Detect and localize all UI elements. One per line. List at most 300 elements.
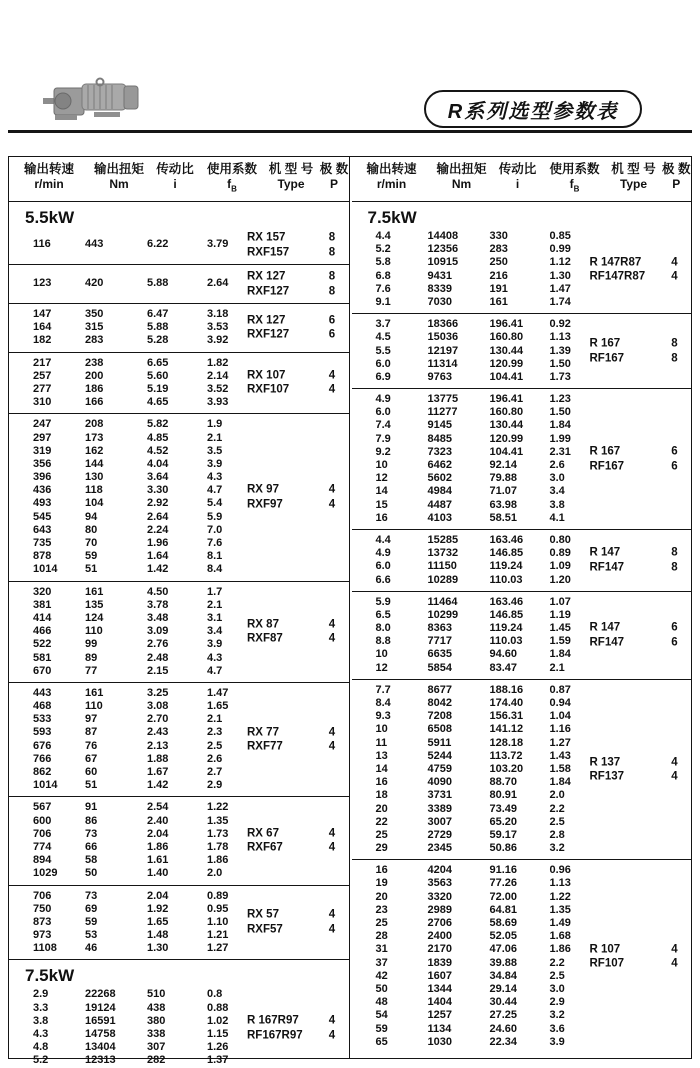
type-line [590, 942, 684, 957]
cell-service-factor: 3.2 [549, 1009, 565, 1022]
pole-count: 6 [671, 636, 678, 649]
type-name: RXF97 [247, 498, 283, 511]
cell-torque: 22268 [85, 988, 116, 1001]
table-row [33, 1054, 349, 1067]
cell-ratio: 130.44 [489, 344, 524, 357]
cell-torque: 7717 [427, 635, 452, 648]
cell-ratio: 24.60 [489, 1022, 518, 1035]
type-name: RF137 [589, 770, 625, 783]
group-body [352, 230, 692, 309]
table-row [376, 816, 692, 829]
type-line [590, 459, 684, 474]
table-row [33, 396, 349, 409]
type-name: RX 127 [247, 270, 286, 283]
cell-speed: 6.9 [375, 370, 391, 383]
type-line [247, 826, 341, 841]
cell-torque: 80 [85, 523, 98, 536]
table-row [376, 1036, 692, 1049]
type-line [247, 270, 341, 285]
cell-service-factor: 3.53 [207, 321, 229, 334]
table-row [376, 499, 692, 512]
cell-service-factor: 1.58 [549, 762, 571, 775]
header-speed: 输出转速 r/min [366, 161, 417, 191]
cell-ratio: 6.47 [147, 308, 169, 320]
cell-ratio: 80.91 [489, 789, 518, 802]
cell-service-factor: 1.84 [549, 776, 571, 789]
cell-torque: 4487 [427, 498, 452, 511]
cell-speed: 545 [33, 510, 52, 523]
type-block [247, 483, 341, 512]
table-row [33, 801, 349, 814]
cell-ratio: 283 [489, 243, 508, 256]
cell-speed: 493 [33, 497, 52, 510]
cell-ratio: 130.44 [489, 419, 524, 432]
cell-service-factor: 0.92 [549, 318, 571, 331]
type-line [247, 922, 341, 937]
cell-service-factor: 2.9 [207, 779, 223, 792]
header-right [352, 157, 692, 202]
cell-ratio: 5.28 [147, 334, 169, 347]
cell-torque: 66 [85, 840, 98, 853]
pole-count: 4 [671, 957, 678, 970]
cell-service-factor: 1.84 [549, 419, 571, 432]
cell-speed: 7.4 [375, 419, 391, 432]
cell-service-factor: 0.80 [549, 533, 571, 546]
cell-speed: 12 [375, 472, 388, 485]
cell-speed: 5.2 [375, 243, 391, 256]
cell-ratio: 2.43 [147, 726, 169, 739]
cell-service-factor: 1.50 [549, 406, 571, 419]
cell-torque: 2706 [427, 917, 452, 929]
table-row [376, 996, 692, 1009]
cell-torque: 70 [85, 537, 98, 549]
cell-torque: 73 [85, 827, 98, 840]
cell-speed: 381 [33, 598, 52, 611]
pole-count: 4 [671, 770, 678, 783]
type-block [247, 313, 341, 342]
type-block [590, 337, 684, 366]
group-body [352, 684, 692, 855]
type-line [247, 368, 341, 383]
cell-ratio: 380 [147, 1014, 166, 1027]
cell-service-factor: 2.1 [549, 661, 565, 674]
pole-count: 4 [671, 270, 678, 283]
cell-ratio: 146.85 [489, 608, 524, 621]
pole-count: 4 [328, 726, 336, 739]
cell-service-factor: 7.0 [207, 523, 223, 536]
cell-torque: 46 [85, 942, 98, 955]
type-line [247, 383, 341, 398]
cell-service-factor: 5.4 [207, 497, 223, 510]
pole-count: 4 [328, 383, 336, 396]
cell-torque: 3007 [427, 815, 452, 828]
cell-torque: 1344 [427, 982, 452, 995]
cell-ratio: 196.41 [489, 393, 524, 406]
cell-torque: 443 [85, 238, 104, 251]
table-row [376, 904, 692, 917]
type-line [247, 483, 341, 498]
cell-service-factor: 1.26 [207, 1041, 229, 1054]
table-row [376, 283, 692, 296]
cell-speed: 522 [33, 638, 52, 651]
table-row [33, 766, 349, 779]
type-name: RF167 [589, 460, 625, 472]
cell-service-factor: 3.93 [207, 396, 229, 409]
type-block [247, 368, 341, 397]
cell-ratio: 103.20 [489, 762, 524, 775]
pole-count: 4 [328, 369, 336, 382]
type-block [247, 231, 341, 260]
cell-ratio: 120.99 [489, 357, 524, 370]
cell-ratio: 1.42 [147, 563, 169, 576]
cell-speed: 468 [33, 700, 52, 713]
cell-speed: 12 [375, 661, 388, 674]
cell-service-factor: 1.13 [549, 331, 571, 344]
cell-speed: 20 [375, 802, 388, 815]
cell-speed: 16 [375, 776, 388, 789]
header-torque: 输出扭矩 Nm [436, 161, 487, 191]
pole-count: 6 [671, 445, 678, 458]
type-block [247, 617, 341, 646]
cell-service-factor: 1.7 [207, 585, 223, 598]
cell-ratio: 88.70 [489, 776, 518, 789]
table-row [33, 942, 349, 955]
power-label: 5.5kW [25, 208, 75, 227]
groups-left [9, 202, 349, 1068]
table-row [376, 574, 692, 587]
cell-speed: 11 [375, 736, 388, 749]
type-line [247, 725, 341, 740]
type-line [247, 1014, 341, 1029]
table-row [376, 648, 692, 661]
cell-ratio: 83.47 [489, 661, 518, 674]
cell-ratio: 1.61 [147, 854, 169, 867]
cell-service-factor: 1.39 [549, 344, 571, 357]
cell-service-factor: 8.1 [207, 550, 223, 563]
cell-speed: 9.1 [375, 295, 391, 308]
cell-torque: 1257 [427, 1009, 452, 1022]
type-line [590, 755, 684, 770]
cell-service-factor: 1.43 [549, 749, 571, 762]
pole-count: 8 [671, 352, 678, 365]
cell-service-factor: 1.10 [207, 915, 229, 928]
cell-ratio: 58.51 [489, 511, 518, 524]
type-block [590, 546, 684, 575]
cell-speed: 9.3 [375, 710, 391, 723]
cell-ratio: 64.81 [489, 903, 518, 916]
cell-ratio: 119.24 [489, 622, 523, 635]
cell-ratio: 27.25 [489, 1009, 518, 1022]
group-body [9, 687, 349, 793]
cell-speed: 16 [375, 511, 388, 524]
type-block [590, 255, 684, 284]
cell-speed: 20 [375, 890, 388, 903]
cell-service-factor: 4.3 [207, 471, 223, 484]
cell-speed: 862 [33, 766, 52, 778]
type-block [247, 826, 341, 855]
table-row [376, 318, 692, 331]
cell-ratio: 163.46 [489, 533, 524, 546]
cell-torque: 19124 [85, 1001, 116, 1014]
cell-ratio: 6.22 [147, 238, 169, 251]
type-name: RX 67 [247, 827, 279, 840]
cell-ratio: 30.44 [489, 996, 518, 1009]
table-row [376, 662, 692, 675]
cell-ratio: 1.30 [147, 942, 169, 955]
type-name: RXF77 [247, 740, 283, 753]
power-label: 7.5kW [25, 966, 75, 986]
cell-speed: 7.9 [375, 432, 391, 445]
cell-torque: 11314 [427, 357, 458, 370]
cell-service-factor: 0.96 [549, 864, 571, 877]
cell-service-factor: 1.45 [549, 622, 571, 635]
cell-service-factor: 1.9 [207, 418, 223, 431]
cell-torque: 208 [85, 418, 104, 431]
table-row [376, 1009, 692, 1022]
cell-speed: 3.3 [33, 1001, 49, 1014]
type-block [247, 270, 341, 299]
table-row [376, 684, 692, 697]
cell-ratio: 1.64 [147, 550, 169, 563]
cell-ratio: 110.03 [489, 635, 523, 648]
cell-torque: 58 [85, 854, 98, 867]
cell-torque: 13732 [427, 547, 459, 560]
cell-torque: 59 [85, 550, 98, 563]
spec-group [352, 591, 692, 679]
cell-ratio: 174.40 [489, 697, 524, 709]
gearmotor-image [42, 74, 150, 128]
table-row [376, 1023, 692, 1036]
type-name: R 147 [589, 621, 621, 634]
cell-torque: 73 [85, 889, 98, 902]
cell-speed: 973 [33, 929, 52, 942]
type-line [247, 632, 341, 647]
cell-speed: 750 [33, 902, 52, 915]
cell-service-factor: 1.35 [207, 814, 229, 827]
cell-speed: 878 [33, 550, 52, 563]
cell-torque: 12313 [85, 1054, 116, 1067]
type-name: RX 97 [247, 483, 279, 496]
type-block [247, 908, 341, 937]
cell-torque: 77 [85, 664, 98, 677]
cell-ratio: 2.64 [147, 510, 169, 523]
cell-speed: 8.8 [375, 635, 391, 648]
cell-service-factor: 7.6 [207, 537, 223, 549]
cell-torque: 420 [85, 277, 104, 290]
pole-count: 4 [328, 1014, 336, 1027]
cell-ratio: 510 [147, 988, 166, 1001]
cell-ratio: 3.09 [147, 625, 169, 638]
cell-torque: 10915 [427, 256, 459, 269]
power-label: 7.5kW [367, 208, 417, 227]
cell-torque: 7323 [427, 445, 452, 458]
cell-torque: 124 [85, 611, 104, 624]
cell-torque: 1134 [427, 1022, 452, 1035]
cell-ratio: 47.06 [489, 943, 518, 956]
pole-count: 4 [671, 256, 678, 269]
cell-torque: 283 [85, 334, 104, 347]
cell-speed: 436 [33, 484, 52, 497]
cell-torque: 110 [85, 625, 103, 638]
cell-service-factor: 1.07 [549, 595, 571, 608]
cell-torque: 2729 [427, 828, 452, 841]
table-row [33, 511, 349, 524]
cell-speed: 3.8 [33, 1014, 49, 1027]
cell-torque: 8485 [427, 432, 452, 445]
table-row [376, 983, 692, 996]
cell-speed: 5.2 [33, 1054, 49, 1067]
cell-speed: 16 [375, 864, 388, 877]
cell-service-factor: 4.1 [549, 511, 565, 524]
cell-ratio: 2.24 [147, 523, 169, 536]
cell-ratio: 59.17 [489, 828, 518, 841]
cell-service-factor: 2.3 [207, 726, 223, 739]
cell-speed: 5.8 [375, 256, 391, 269]
cell-ratio: 71.07 [489, 485, 518, 498]
table-row [33, 753, 349, 766]
cell-ratio: 3.25 [147, 686, 169, 699]
cell-ratio: 29.14 [489, 982, 518, 995]
cell-ratio: 1.40 [147, 867, 169, 880]
cell-ratio: 2.54 [147, 801, 169, 814]
cell-torque: 87 [85, 726, 98, 739]
table-row [376, 596, 692, 609]
spec-group [9, 352, 349, 414]
table-row [33, 445, 349, 458]
cell-service-factor: 3.92 [207, 334, 229, 347]
group-body [9, 586, 349, 678]
cell-service-factor: 1.23 [549, 393, 571, 406]
cell-speed: 164 [33, 321, 52, 334]
cell-ratio: 1.88 [147, 752, 169, 765]
cell-ratio: 113.72 [489, 749, 523, 762]
table-row [33, 890, 349, 903]
cell-ratio: 1.65 [147, 915, 169, 928]
table-row [376, 789, 692, 802]
cell-ratio: 141.12 [489, 723, 524, 736]
header-poles: 极 数 P [662, 161, 691, 191]
cell-torque: 13775 [427, 393, 459, 406]
cell-speed: 443 [33, 686, 52, 699]
cell-service-factor: 3.9 [549, 1035, 565, 1048]
cell-speed: 766 [33, 752, 52, 765]
table-row [376, 472, 692, 485]
cell-ratio: 191 [489, 282, 508, 295]
cell-service-factor: 0.87 [549, 683, 571, 696]
pole-count: 8 [328, 231, 336, 244]
cell-speed: 10 [375, 723, 388, 736]
group-body [9, 418, 349, 576]
cell-service-factor: 0.99 [549, 243, 571, 256]
pole-count: 8 [328, 246, 336, 258]
cell-service-factor: 3.18 [207, 308, 229, 320]
cell-speed: 19 [375, 877, 388, 890]
cell-speed: 319 [33, 444, 52, 457]
cell-speed: 643 [33, 523, 52, 536]
cell-speed: 10 [375, 648, 388, 661]
table-row [33, 1041, 349, 1054]
cell-service-factor: 8.4 [207, 563, 223, 576]
type-line [247, 328, 341, 343]
cell-torque: 10289 [427, 573, 459, 586]
cell-speed: 42 [375, 969, 388, 982]
cell-ratio: 2.48 [147, 651, 169, 664]
spec-group [9, 581, 349, 682]
cell-ratio: 94.60 [489, 648, 518, 661]
cell-speed: 4.9 [375, 393, 391, 406]
cell-ratio: 52.05 [489, 930, 518, 943]
cell-torque: 97 [85, 713, 98, 726]
cell-ratio: 250 [489, 256, 508, 269]
cell-speed: 320 [33, 585, 52, 598]
cell-service-factor: 1.47 [549, 282, 571, 295]
type-name: RXF107 [247, 383, 290, 396]
cell-ratio: 307 [147, 1041, 166, 1054]
type-name: RF147 [589, 561, 625, 574]
cell-ratio: 1.96 [147, 537, 169, 549]
cell-service-factor: 1.02 [207, 1014, 229, 1027]
cell-service-factor: 3.8 [549, 498, 565, 511]
cell-speed: 6.0 [375, 560, 391, 573]
cell-torque: 186 [85, 382, 104, 395]
type-name: RF147 [589, 636, 625, 649]
cell-torque: 9763 [427, 370, 452, 383]
cell-speed: 4.9 [375, 547, 391, 560]
cell-torque: 15036 [427, 331, 459, 344]
group-body [9, 269, 349, 299]
cell-speed: 116 [33, 238, 51, 251]
cell-ratio: 22.34 [489, 1035, 518, 1048]
cell-speed: 25 [375, 828, 388, 841]
cell-speed: 4.4 [375, 533, 391, 546]
cell-speed: 533 [33, 713, 52, 726]
header-poles: 极 数 P [319, 161, 349, 191]
cell-torque: 7208 [427, 710, 452, 723]
group-body [9, 890, 349, 956]
cell-torque: 110 [85, 700, 103, 713]
type-line [590, 560, 684, 575]
spec-group [352, 529, 692, 591]
type-block [590, 621, 684, 650]
cell-torque: 4204 [427, 864, 452, 877]
cell-torque: 9145 [427, 419, 452, 432]
cell-ratio: 188.16 [489, 683, 524, 696]
type-name: RX 157 [247, 231, 286, 244]
cell-ratio: 160.80 [489, 331, 524, 344]
cell-torque: 104 [85, 497, 104, 510]
cell-ratio: 72.00 [489, 890, 518, 903]
cell-torque: 10299 [427, 608, 459, 621]
type-name: RX 127 [247, 314, 286, 327]
type-name: RXF57 [247, 923, 283, 936]
cell-torque: 11464 [427, 595, 458, 608]
type-block [590, 942, 684, 971]
cell-speed: 13 [375, 749, 388, 762]
cell-service-factor: 1.65 [207, 700, 229, 713]
pole-count: 4 [328, 632, 336, 645]
group-body [9, 308, 349, 348]
cell-ratio: 216 [489, 269, 508, 282]
cell-ratio: 3.30 [147, 484, 169, 497]
spec-group [9, 264, 349, 303]
type-name: RX 87 [247, 618, 279, 631]
type-name: RX 57 [247, 908, 279, 921]
cell-torque: 1607 [427, 969, 452, 982]
cell-ratio: 120.99 [489, 432, 524, 445]
pole-count: 8 [671, 337, 678, 350]
cell-speed: 23 [375, 903, 388, 916]
type-block [247, 1014, 341, 1043]
